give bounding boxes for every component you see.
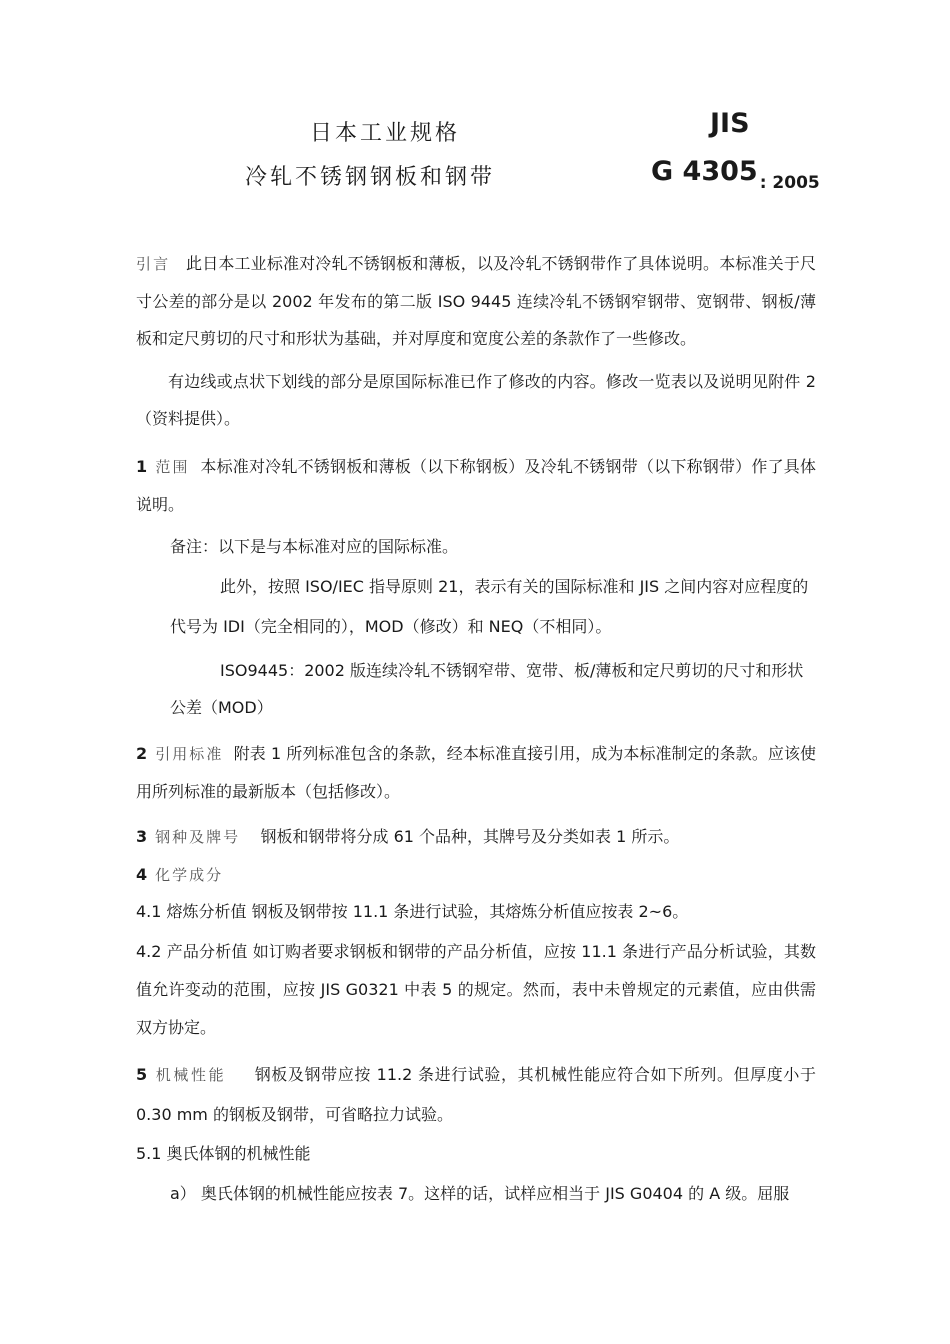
section-3-label: 钢种及牌号 [155, 828, 241, 846]
section-3-text: 钢板和钢带将分成 61 个品种，其牌号及分类如表 1 所示。 [260, 827, 680, 846]
section-5 [136, 1055, 816, 1135]
section-1-note: 备注：以下是与本标准对应的国际标准。 [170, 537, 459, 556]
section-3 [136, 818, 816, 856]
section-1-num: 1 [136, 457, 148, 476]
title-cn: 冷轧不锈钢钢板和钢带 [245, 165, 496, 190]
intro-text: 此日本工业标准对冷轧不锈钢板和薄板，以及冷轧不锈钢带作了具体说明。本标准关于尺寸公差的部分是以 2002 年发布的第二版 ISO 9445 连续冷轧不锈钢窄钢带、宽钢带、钢板/薄板和定尺剪切的尺寸和形状为基础，并对厚度和宽度公差的条款作了一些修改。 [136, 254, 816, 348]
section-1-label: 范围 [155, 458, 190, 476]
section-5-num: 5 [136, 1065, 148, 1084]
section-4-2: 4.2 产品分析值 如订购者要求钢板和钢带的产品分析值，应按 11.1 条进行产品分析试验，其数值允许变动的范围，应按 JIS G0321 中表 5 的规定。然而，表中未曾规定的元素值，应由供需双方协定。 [136, 942, 816, 1037]
section-2 [136, 735, 816, 810]
section-4-label: 化学成分 [155, 866, 224, 884]
std-number: G 4305 [651, 156, 758, 187]
section-2-text: 附表 1 所列标准包含的条款，经本标准直接引用，成为本标准制定的条款。应该使用所列标准的最新版本（包括修改）。 [136, 744, 816, 801]
section-5-1-a: a） 奥氏体钢的机械性能应按表 7。这样的话，试样应相当于 JIS G0404 的 A 级。屈服 [170, 1184, 790, 1203]
section-5-1: 5.1 奥氏体钢的机械性能 [136, 1144, 311, 1163]
section-5-text: 钢板及钢带应按 11.2 条进行试验，其机械性能应符合如下所列。但厚度小于 0.30 mm 的钢板及钢带，可省略拉力试验。 [136, 1065, 816, 1124]
intro-paragraph-2: 有边线或点状下划线的部分是原国际标准已作了修改的内容。修改一览表以及说明见附件 2（资料提供）。 [136, 372, 816, 428]
title-jp: 日本工业规格 [310, 121, 461, 146]
section-1-note-text-2: ISO9445：2002 版连续冷轧不锈钢窄带、宽带、板/薄板和定尺剪切的尺寸和形状公差（MOD） [170, 661, 804, 717]
std-year: : 2005 [759, 173, 820, 193]
section-4-num: 4 [136, 865, 148, 884]
intro-label: 引言 [136, 255, 171, 273]
section-4-1: 4.1 熔炼分析值 钢板及钢带按 11.1 条进行试验，其熔炼分析值应按表 2~6。 [136, 902, 689, 921]
section-1 [136, 448, 816, 523]
std-code [651, 156, 820, 193]
section-4 [136, 856, 816, 894]
section-1-text: 本标准对冷轧不锈钢板和薄板（以下称钢板）及冷轧不锈钢带（以下称钢带）作了具体说明。 [136, 457, 816, 514]
section-2-num: 2 [136, 744, 148, 763]
intro-paragraph [136, 245, 816, 357]
section-2-label: 引用标准 [155, 745, 224, 763]
section-1-note-text-1: 此外，按照 ISO/IEC 指导原则 21，表示有关的国际标准和 JIS 之间内容对应程度的代号为 IDI（完全相同的），MOD（修改）和 NEQ（不相同）。 [170, 577, 809, 636]
std-prefix: JIS [710, 108, 750, 139]
section-3-num: 3 [136, 827, 148, 846]
section-5-label: 机械性能 [155, 1066, 227, 1084]
